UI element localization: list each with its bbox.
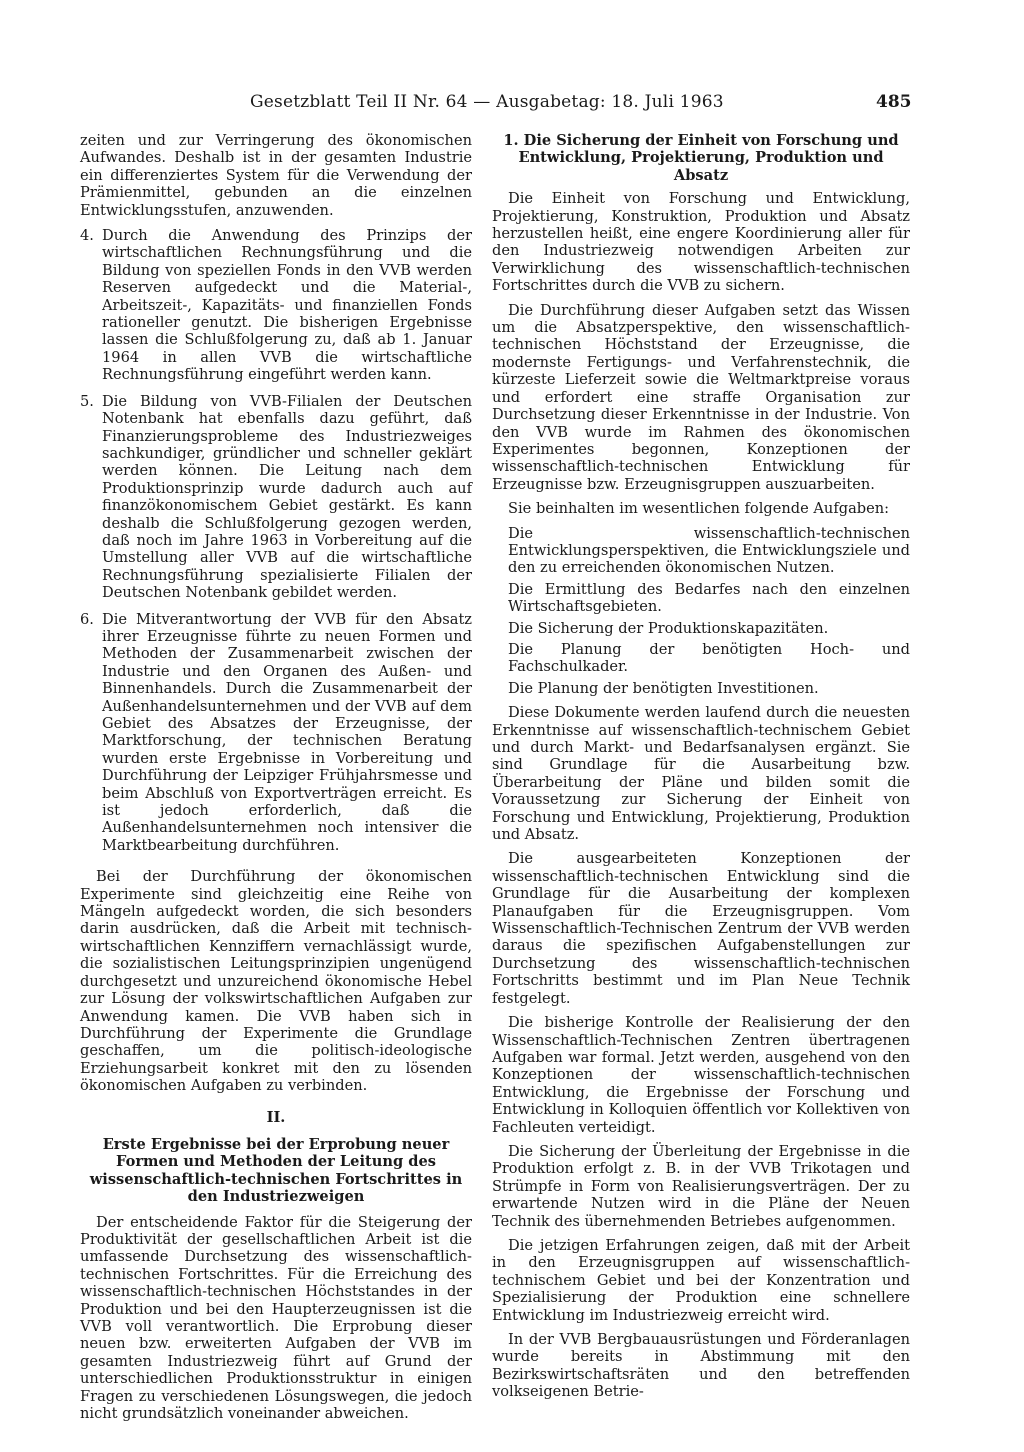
task-item: Die Sicherung der Produktionskapazitäten. xyxy=(508,619,829,637)
paragraph: Die Sicherung der Überleitung der Ergebnisse in die Produktion erfolgt z. B. in der VVB Trikotagen und Strümpfe in Form von Realisierungsverträgen. Der zu erwartende Nutzen wird in die Pläne der Neuen Technik des übernehmenden Betriebes aufgenommen. xyxy=(492,1142,910,1230)
paragraph: Die ausgearbeiteten Konzeptionen der wissenschaftlich-technischen Entwicklung sind die Grundlage für die Ausarbeitung der komplexen Planaufgaben für die Erzeugnisgruppen. Vom Wissenschaftlich-Technischen Zentrum der VVB werden daraus die spezifischen Aufgabenstellungen zur Durchsetzung des wissenschaftlich-technischen Fortschritts bestimmt und im Plan Neue Technik festgelegt. xyxy=(492,850,910,1007)
paragraph: In der VVB Bergbauausrüstungen und Förderanlagen wurde bereits in Abstimmung mit den Bezirkswirtschaftsräten und den betreffenden volkseigenen Betrie- xyxy=(492,1331,910,1401)
numbered-item-6 xyxy=(80,611,472,855)
paragraph: Diese Dokumente werden laufend durch die neuesten Erkenntnisse auf wissenschaftlich-technischem Gebiet und durch Markt- und Bedarfsanalysen ergänzt. Sie sind Grundlage für die Ausarbeitung bzw. Überarbeitung der Pläne und bilden somit die Voraussetzung zur Sicherung der Einheit von Forschung und Entwicklung, Projektierung, Produktion und Absatz. xyxy=(492,704,910,844)
section-numeral: II. xyxy=(266,1108,286,1126)
paragraph: Die Einheit von Forschung und Entwicklung, Projektierung, Konstruktion, Produktion und Absatz herzustellen heißt, eine engere Koordinierung aller für den Industriezweig notwendigen Arbeiten zur Verwirklichung des wissenschaftlich-technischen Fortschrittes durch die VVB zu sichern. xyxy=(492,190,910,295)
paragraph: Die bisherige Kontrolle der Realisierung der den Wissenschaftlich-Technischen Zentren übertragenen Aufgaben war formal. Jetzt werden, ausgehend von den Konzeptionen der wissenschaftlich-technischen Entwicklung, die Ergebnisse der Forschung und Entwicklung in Kolloquien öffentlich vor Kollektiven von Fachleuten verteidigt. xyxy=(492,1014,910,1136)
paragraph: Die Durchführung dieser Aufgaben setzt das Wissen um die Absatzperspektive, den wissenschaftlich-technischen Höchststand der Erzeugnisse, die modernste Fertigungs- und Verfahrenstechnik, die kürzeste Lieferzeit sowie die Weltmarktpreise voraus und erfordert eine straffe Organisation zur Durchsetzung dieser Erkenntnisse in der Industrie. Von den VVB wurde im Rahmen des ökonomischen Experimentes begonnen, Konzeptionen der wissenschaftlich-technischen Entwicklung für Erzeugnisse bzw. Erzeugnisgruppen auszuarbeiten. xyxy=(492,301,910,493)
right-column xyxy=(492,132,910,1401)
paragraph-shortcomings: Bei der Durchführung der ökonomischen Experimente sind gleichzeitig eine Reihe von Mängeln aufgedeckt worden, die sich besonders darin ausdrücken, daß die Arbeit mit technisch-wirtschaftlichen Kennziffern vernachlässigt wurde, die sozialistischen Leitungsprinzipien ungenügend durchgesetzt und unzureichend ökonomische Hebel zur Lösung der volkswirtschaftlichen Aufgaben zur Anwendung kamen. Die VVB haben sich in Durchführung der Experimente die Grundlage geschaffen, um die politisch-ideologische Erziehungsarbeit konkret mit den zu lösenden ökonomischen Aufgaben zu verbinden. xyxy=(80,868,472,1095)
item-number: 4. xyxy=(80,227,94,245)
left-column xyxy=(80,132,472,1422)
paragraph: Die jetzigen Erfahrungen zeigen, daß mit der Arbeit in den Erzeugnisgruppen auf wissenschaftlich-technischem Gebiet und bei der Konzentration und Spezialisierung der Produktion eine schnellere Entwicklung im Industriezweig erreicht wird. xyxy=(492,1236,910,1324)
task-item: Die Planung der benötigten Hoch- und Fachschulkader. xyxy=(508,640,910,676)
section-heading: Erste Ergebnisse bei der Erprobung neuer Formen und Methoden der Leitung des wissenschaftlich-technischen Fortschrittes in den Industriezweigen xyxy=(89,1135,463,1206)
task-item: Die Planung der benötigten Investitionen. xyxy=(508,679,819,697)
item-text: Die Mitverantwortung der VVB für den Absatz ihrer Erzeugnisse führte zu neuen Formen und Methoden der Zusammenarbeit zwischen der Industrie und den Organen des Außen- und Binnenhandels. Durch die Zusammenarbeit der Außenhandelsunternehmen und der VVB auf dem Gebiet des Absatzes der Erzeugnisse, der Marktforschung, der technischen Beratung wurden erste Ergebnisse in Vorbereitung und Durchführung der Leipziger Frühjahrsmesse und beim Abschluß von Exportverträgen erreicht. Es ist jedoch erforderlich, daß die Außenhandelsunternehmen noch intensiver die Marktbearbeitung durchführen. xyxy=(102,610,472,854)
numbered-item-4 xyxy=(80,227,472,384)
paragraph-continuation: zeiten und zur Verringerung des ökonomischen Aufwandes. Deshalb ist in der gesamten Industrie ein differenziertes System für die Verwendung der Prämienmittel, gebunden an die einzelnen Entwicklungsstufen, anzuwenden. xyxy=(80,132,472,219)
header-title: Gesetzblatt Teil II Nr. 64 — Ausgabetag: 18. Juli 1963 xyxy=(250,92,724,112)
task-item: Die Ermittlung des Bedarfes nach den einzelnen Wirtschaftsgebieten. xyxy=(508,580,910,616)
item-text: Die Bildung von VVB-Filialen der Deutschen Notenbank hat ebenfalls dazu geführt, daß Finanzierungsprobleme des Industriezweiges sachkundiger, gründlicher und schneller geklärt werden können. Die Leitung nach dem Produktionsprinzip wurde dadurch auch auf finanzökonomischem Gebiet gestärkt. Es kann deshalb die Schlußfolgerung gezogen werden, daß noch im Jahre 1963 in Vorbereitung auf die Umstellung aller VVB auf die wirtschaftliche Rechnungsführung spezialisierte Filialen der Deutschen Notenbank gebildet werden. xyxy=(102,392,472,602)
paragraph: Sie beinhalten im wesentlichen folgende Aufgaben: xyxy=(508,500,890,518)
page-number: 485 xyxy=(876,92,912,112)
item-number: 6. xyxy=(80,610,94,628)
page-header xyxy=(0,92,1024,116)
numbered-item-5 xyxy=(80,393,472,602)
item-number: 5. xyxy=(80,392,94,410)
item-text: Durch die Anwendung des Prinzips der wirtschaftlichen Rechnungsführung und die Bildung von speziellen Fonds in den VVB werden Reserven aufgedeckt und die Material-, Arbeitszeit-, Kapazitäts- und finanziellen Fonds rationeller genutzt. Die bisherigen Ergebnisse lassen die Schlußfolgerung zu, daß ab 1. Januar 1964 in allen VVB die wirtschaftliche Rechnungsführung eingeführt werden kann. xyxy=(102,227,472,384)
paragraph-decisive-factor: Der entscheidende Faktor für die Steigerung der Produktivität der gesellschaftlichen Arbeit ist die umfassende Durchsetzung des wissenschaftlich-technischen Fortschrittes. Für die Erreichung des wissenschaftlich-technischen Höchststandes in der Produktion und bei den Haupterzeugnissen ist die VVB voll verantwortlich. Die Erprobung dieser neuen bzw. erweiterten Aufgaben der VVB im gesamten Industriezweig führt auf Grund der unterschiedlichen Produktionsstruktur in einigen Fragen zu verschiedenen Lösungswegen, die jedoch nicht grundsätzlich voneinander abweichen. xyxy=(80,1213,472,1423)
task-item: Die wissenschaftlich-technischen Entwicklungsperspektiven, die Entwicklungsziele und den zu erreichenden ökonomischen Nutzen. xyxy=(508,524,910,577)
subsection-heading: 1. Die Sicherung der Einheit von Forschung und Entwicklung, Projektierung, Produktion und Absatz xyxy=(503,132,899,184)
